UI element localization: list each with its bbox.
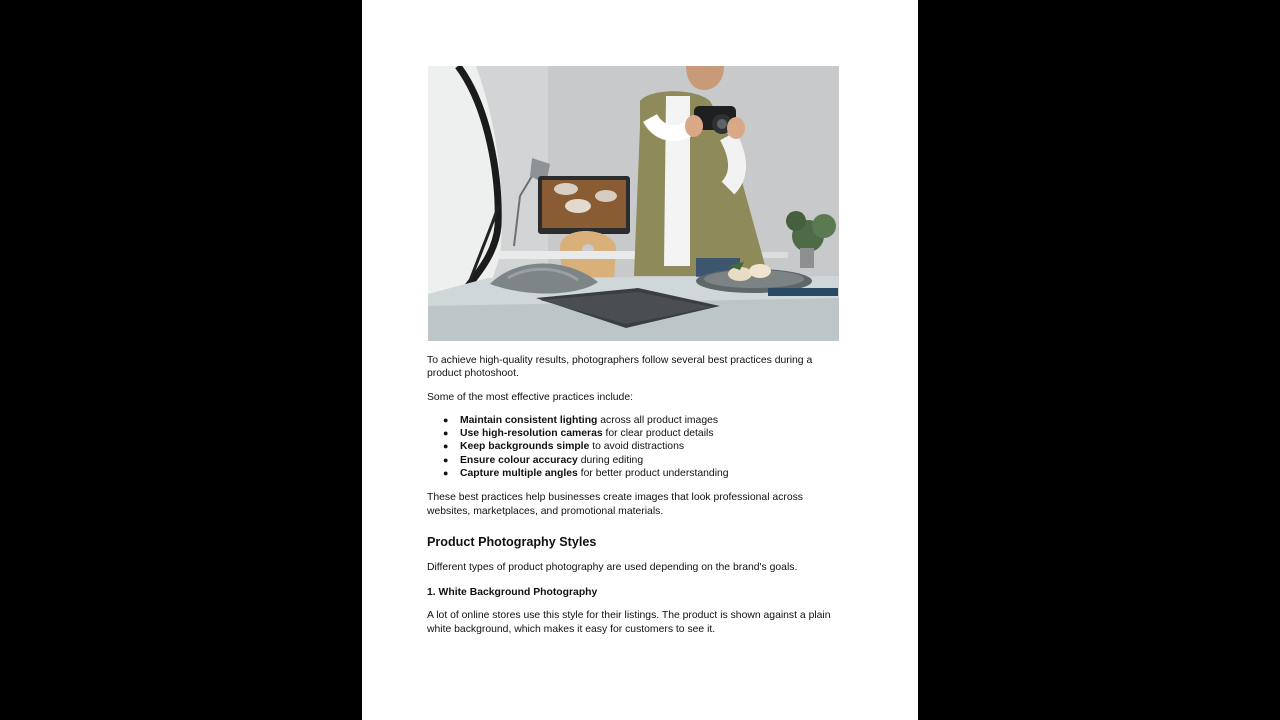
lead-in-paragraph: Some of the most effective practices include: — [427, 391, 633, 403]
practice-rest: to avoid distractions — [589, 441, 685, 453]
summary-paragraph: These best practices help businesses create images that look professional across websites, marketplaces, and promotional materials. — [427, 492, 803, 517]
section-heading: Product Photography Styles — [427, 534, 597, 549]
practice-bold: Keep backgrounds simple — [460, 441, 590, 453]
practices-list — [427, 414, 847, 480]
section-intro-paragraph: Different types of product photography are used depending on the brand's goals. — [427, 561, 798, 573]
document-body — [427, 354, 847, 636]
subheading: 1. White Background Photography — [427, 587, 598, 599]
subsection-paragraph: A lot of online stores use this style for their listings. The product is shown against a plain white background, which makes it easy for customers to see it. — [427, 610, 831, 635]
practice-bold: Capture multiple angles — [460, 468, 578, 480]
list-item — [443, 440, 847, 453]
bullet-icon: ● — [443, 414, 449, 425]
list-item — [443, 467, 847, 480]
bullet-icon: ● — [443, 468, 449, 479]
list-item — [443, 454, 847, 467]
list-item — [443, 414, 847, 427]
bullet-icon: ● — [443, 428, 449, 439]
list-item — [443, 427, 847, 440]
practice-rest: for clear product details — [602, 428, 714, 440]
practice-rest: during editing — [577, 454, 644, 466]
practice-bold: Maintain consistent lighting — [460, 414, 598, 426]
practice-rest: across all product images — [597, 414, 719, 426]
intro-paragraph: To achieve high-quality results, photographers follow several best practices during a product photoshoot. — [427, 355, 813, 380]
photographer-image — [428, 66, 839, 341]
bullet-icon: ● — [443, 441, 449, 452]
studio-photo — [428, 66, 839, 341]
practice-bold: Ensure colour accuracy — [460, 454, 578, 466]
document-page — [362, 0, 918, 720]
practice-rest: for better product understanding — [577, 468, 729, 480]
practice-bold: Use high-resolution cameras — [460, 428, 603, 440]
bullet-icon: ● — [443, 454, 449, 465]
